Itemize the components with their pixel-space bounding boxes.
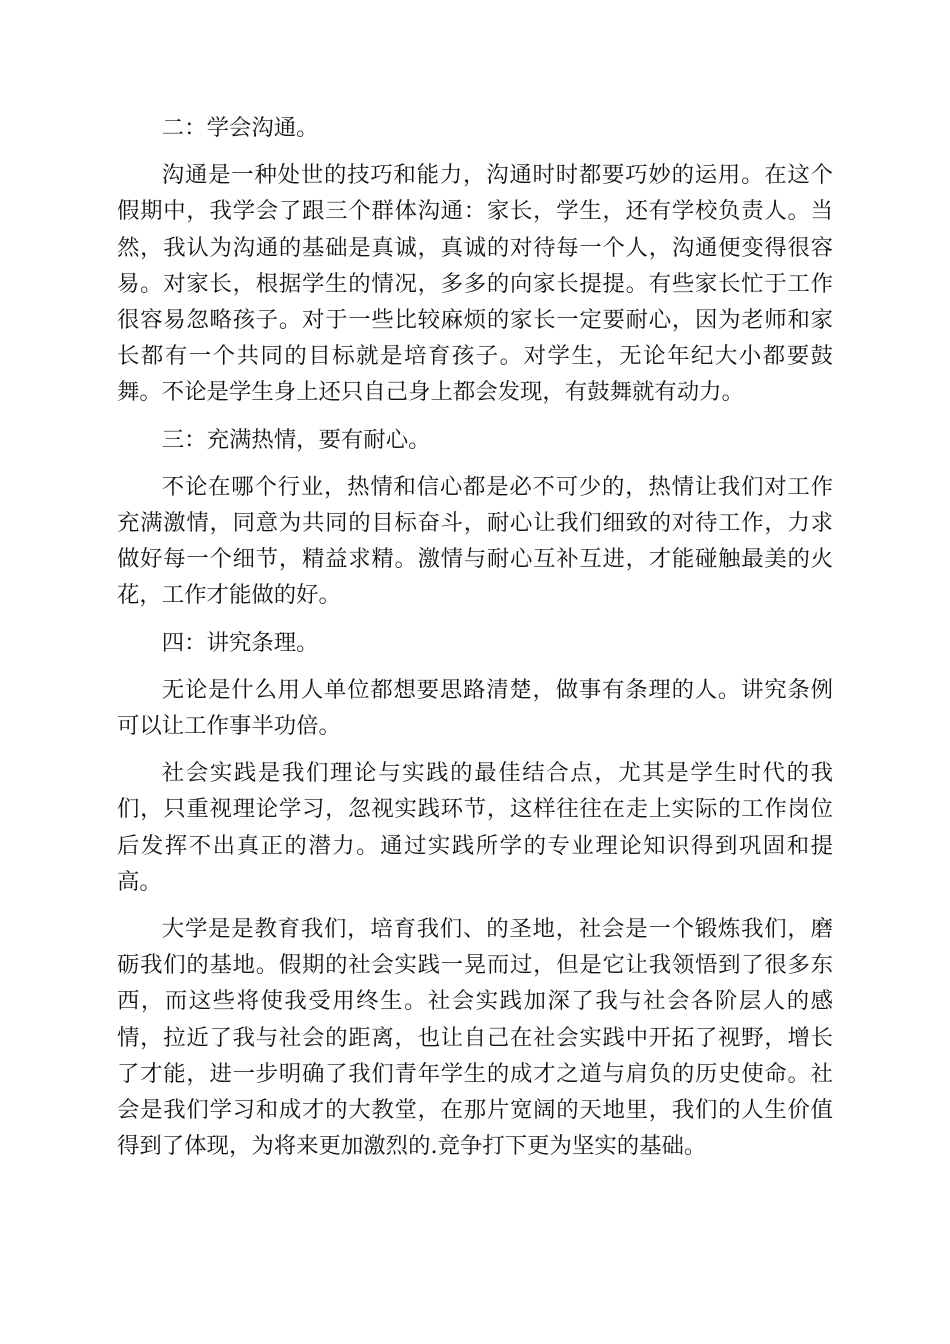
paragraph-enthusiasm: 不论在哪个行业，热情和信心都是必不可少的，热情让我们对工作充满激情，同意为共同的目标奋斗，耐心让我们细致的对待工作，力求做好每一个细节，精益求精。激情与耐心互补互进，才能碰触最美的火花，工作才能做的好。 bbox=[117, 473, 833, 609]
paragraph-orderliness: 无论是什么用人单位都想要思路清楚，做事有条理的人。讲究条例可以让工作事半功倍。 bbox=[117, 676, 833, 740]
paragraph-social-practice: 社会实践是我们理论与实践的最佳结合点，尤其是学生时代的我们，只重视理论学习，忽视实践环节，这样往往在走上实际的工作岗位后发挥不出真正的潜力。通过实践所学的专业理论知识得到巩固和提高。 bbox=[117, 760, 833, 895]
section-heading-communication: 二：学会沟通。 bbox=[161, 115, 319, 141]
paragraph-university-society: 大学是是教育我们，培育我们、的圣地，社会是一个锻炼我们，磨砺我们的基地。假期的社会实践一晃而过，但是它让我领悟到了很多东西，而这些将使我受用终生。社会实践加深了我与社会各阶层人的感情，拉近了我与社会的距离，也让自己在社会实践中开拓了视野，增长了才能，进一步明确了我们青年学生的成才之道与肩负的历史使命。社会是我们学习和成才的大教堂，在那片宽阔的天地里，我们的人生价值得到了体现，为将来更加激烈的.竞争打下更为坚实的基础。 bbox=[117, 916, 833, 1160]
section-heading-orderliness: 四：讲究条理。 bbox=[161, 629, 319, 656]
section-heading-enthusiasm: 三：充满热情，要有耐心。 bbox=[161, 426, 431, 453]
document-page bbox=[117, 110, 833, 1175]
paragraph-communication: 沟通是一种处世的技巧和能力，沟通时时都要巧妙的运用。在这个假期中，我学会了跟三个群体沟通：家长，学生，还有学校负责人。当然，我认为沟通的基础是真诚，真诚的对待每一个人，沟通便变得很容易。对家长，根据学生的情况，多多的向家长提提。有些家长忙于工作很容易忽略孩子。对于一些比较麻烦的家长一定要耐心，因为老师和家长都有一个共同的目标就是培育孩子。对学生，无论年纪大小都要鼓舞。不论是学生身上还只自己身上都会发现，有鼓舞就有动力。 bbox=[117, 162, 833, 406]
